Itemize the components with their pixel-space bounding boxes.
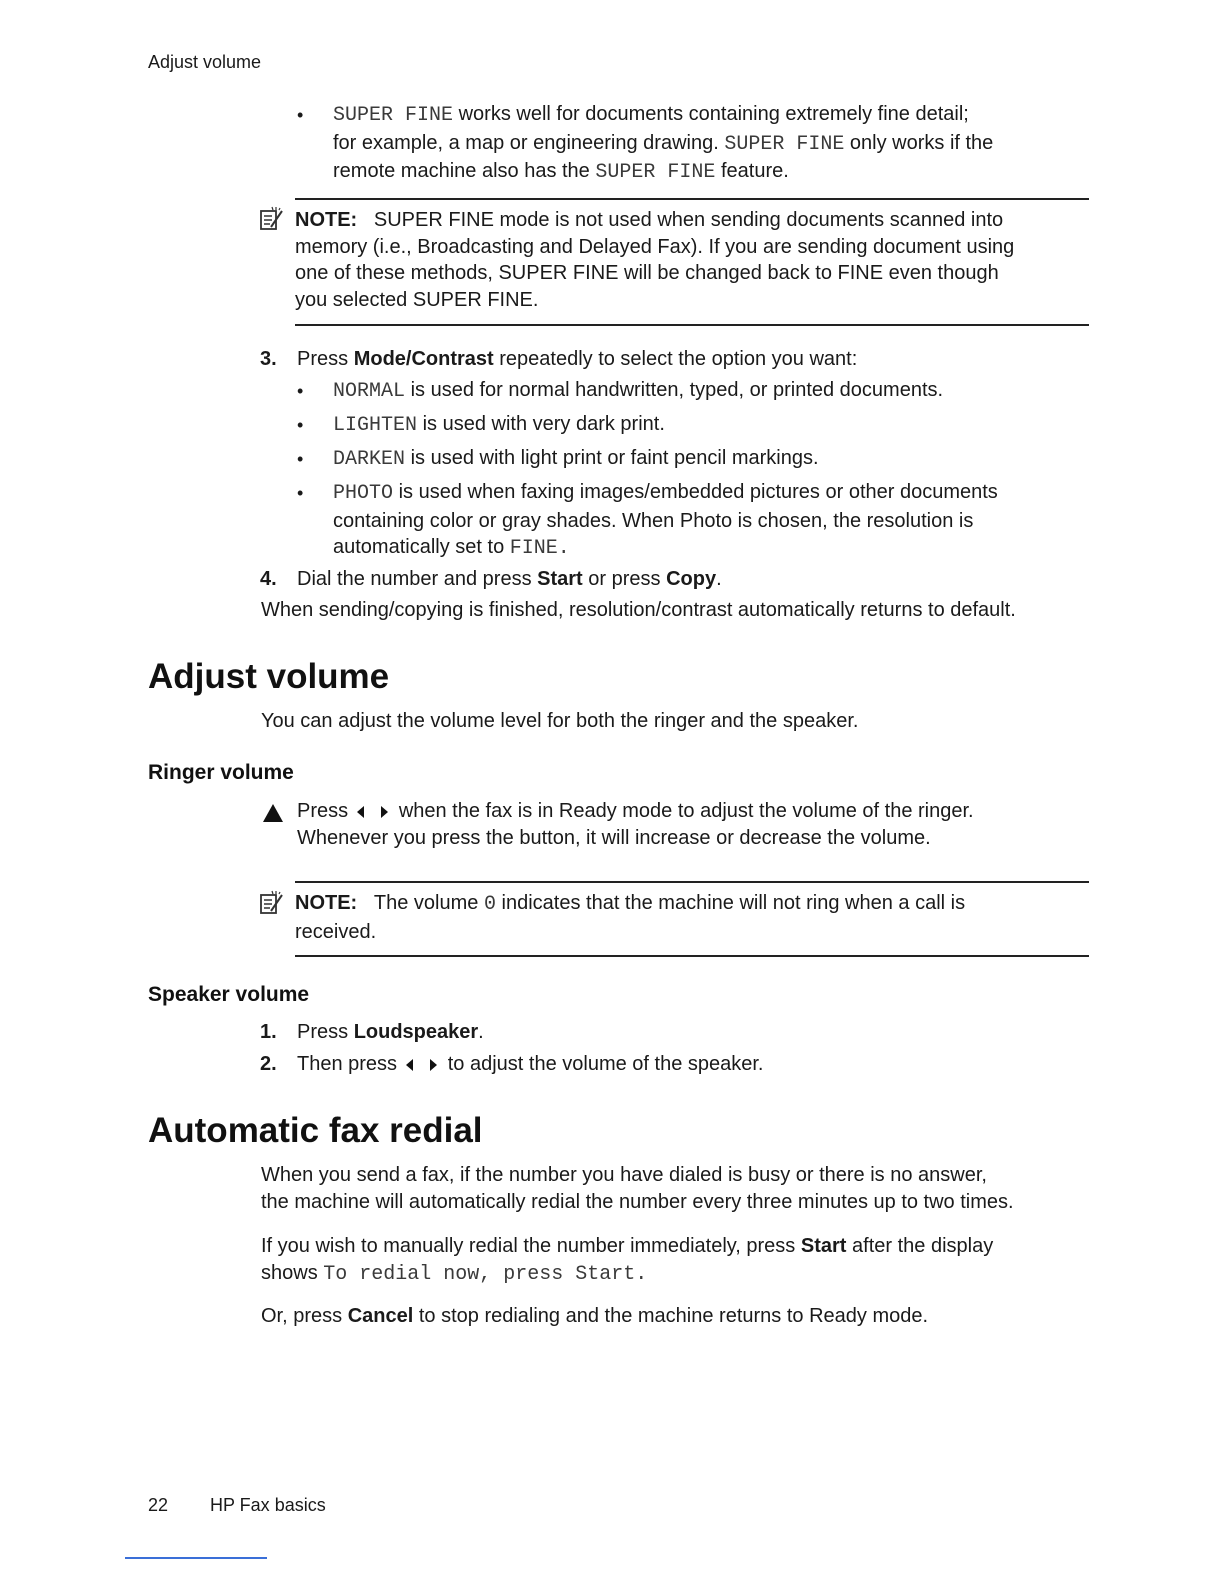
note-icon [258,206,284,232]
speaker-step1-text [297,1019,484,1046]
text-run: automatically set to [333,536,510,558]
option-normal [333,377,943,406]
code-text: NORMAL [333,380,406,403]
note1-body [295,207,1095,313]
text-run: after the display [846,1235,994,1257]
note-icon [258,890,284,916]
bold-term: Mode/Contrast [353,348,494,370]
text-run: the machine will automatically redial the number every three minutes up to two times. [261,1190,1014,1213]
code-text: SUPER FINE [724,132,845,156]
note-rule-bottom [295,955,1089,957]
text-run: to stop redialing and the machine returns to Ready mode. [413,1305,929,1327]
text-run: . [716,568,722,590]
text-run: feature. [715,160,789,182]
text-run: indicates that the machine will not ring when a call is [495,892,966,914]
code-text: PHOTO [333,482,394,505]
step-number: 1. [260,1021,277,1043]
bullet-dot: • [297,381,304,401]
code-text: SUPER FINE [333,104,454,127]
text-run: memory (i.e., Broadcasting and Delayed Fax). If you are sending document using [295,235,1015,258]
text-run: is used when faxing images/embedded pictures or other documents [393,481,998,503]
note-label: NOTE: [295,209,358,231]
triangle-up-icon [262,803,284,823]
right-arrow-icon [422,1057,442,1073]
text-run: is used with light print or faint pencil markings. [405,447,819,469]
section-title-fax-redial: Automatic fax redial [148,1111,483,1150]
text-run: The volume [373,892,484,914]
text-run: Then press [297,1053,403,1075]
bullet-dot: • [297,105,304,125]
text-run: for example, a map or engineering drawing. [333,131,725,154]
step3-text [297,346,857,373]
text-run: Press [297,348,354,370]
step-number: 2. [260,1053,277,1075]
text-run: containing color or gray shades. When Photo is chosen, the resolution is [333,509,974,532]
page-number: 22 [148,1495,169,1515]
step-number: 3. [260,348,277,370]
text-run: When you send a fax, if the number you have dialed is busy or there is no answer, [261,1164,987,1186]
text-run: Press [297,1021,354,1043]
text-run: repeatedly to select the option you want: [493,348,858,370]
redial-paragraph-1 [261,1162,1014,1215]
text-run: . [478,1021,484,1043]
super-fine-bullet [333,101,993,187]
text-run: Press [297,800,354,822]
bold-term: Copy [666,568,717,590]
right-arrow-icon [373,804,393,820]
text-run: or press [582,568,667,590]
note-rule-top [295,881,1089,883]
text-run: received. [295,920,377,943]
code-text: 0 [483,893,496,916]
note-rule-bottom [295,324,1089,326]
code-text: To redial now, press Start. [323,1262,648,1286]
text-run: is used for normal handwritten, typed, or printed documents. [405,379,944,401]
footer-section: HP Fax basics [210,1495,326,1515]
bullet-dot: • [297,449,304,469]
running-header: Adjust volume [148,52,262,72]
code-text: LIGHTEN [333,414,418,437]
step4-text [297,566,722,593]
text-run: Dial the number and press [297,568,538,590]
footer-accent-line [125,1557,267,1559]
option-photo [333,479,998,563]
text-run: is used with very dark print. [417,413,665,435]
bold-term: Start [537,568,583,590]
text-run: when the fax is in Ready mode to adjust the volume of the ringer. [398,800,974,822]
redial-paragraph-3 [261,1303,928,1330]
text-run: If you wish to manually redial the number immediately, press [261,1235,801,1257]
code-text: SUPER FINE [595,161,716,184]
bold-term: Loudspeaker [353,1021,479,1043]
redial-paragraph-2 [261,1233,993,1288]
option-lighten [333,411,665,440]
ringer-text [297,798,1077,851]
bold-term: Start [800,1235,847,1257]
text-run: one of these methods, SUPER FINE will be changed back to FINE even though [295,262,999,284]
text-run: Whenever you press the button, it will increase or decrease the volume. [297,826,931,849]
section-title-adjust-volume: Adjust volume [148,657,390,696]
subsection-title-speaker: Speaker volume [148,983,310,1006]
text-run: you selected SUPER FINE. [295,288,539,311]
code-text: DARKEN [333,448,406,471]
adjust-volume-intro: You can adjust the volume level for both the ringer and the speaker. [261,710,859,732]
text-run: only works if the [844,131,994,154]
subsection-title-ringer: Ringer volume [148,761,294,784]
left-arrow-icon [403,1057,417,1073]
text-run: to adjust the volume of the speaker. [447,1053,764,1075]
note-rule-top [295,198,1089,200]
text-run: remote machine also has the [333,160,596,182]
speaker-step2-text [297,1051,764,1078]
option-darken [333,445,819,474]
text-run: Or, press [261,1305,348,1327]
step-number: 4. [260,568,277,590]
text-run: shows [261,1261,324,1284]
code-text: FINE. [509,537,570,560]
text-run: SUPER FINE mode is not used when sending documents scanned into [373,209,1004,231]
note-label: NOTE: [295,892,358,914]
note2-body [295,890,1085,945]
after-steps-text: When sending/copying is finished, resolution/contrast automatically returns to default. [261,599,1016,621]
bullet-dot: • [297,483,304,503]
text-run: works well for documents containing extremely fine detail; [453,103,969,125]
left-arrow-icon [354,804,368,820]
bullet-dot: • [297,415,304,435]
bold-term: Cancel [347,1305,414,1327]
